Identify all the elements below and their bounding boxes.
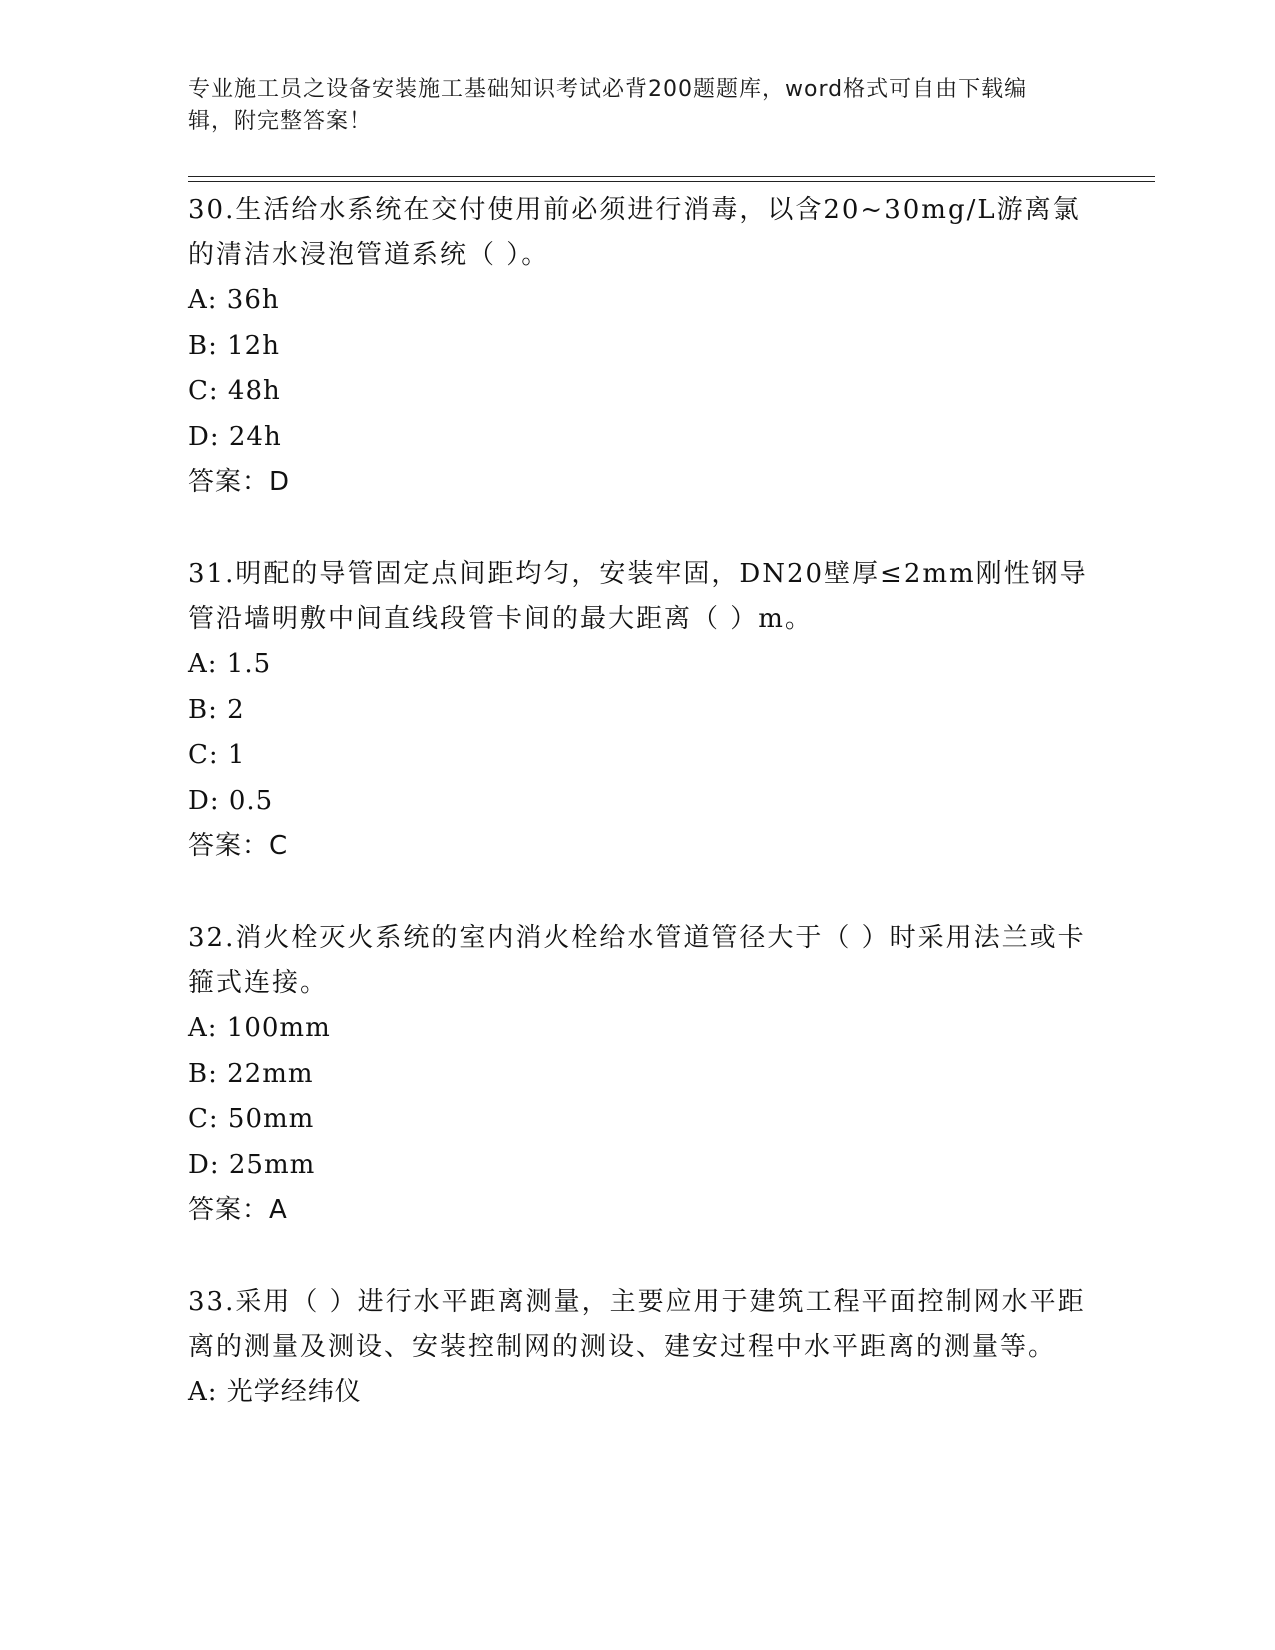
question-stem: 30.生活给水系统在交付使用前必须进行消毒，以含20~30mg/L游离氯的清洁水浸泡管道系统（ ）。 [188, 195, 1081, 270]
option-a: A: 100mm [188, 1013, 331, 1043]
question-30 [188, 188, 1088, 505]
option-d: D: 25mm [188, 1149, 316, 1180]
option-a: A: 光学经纬仪 [188, 1377, 362, 1407]
option-b: B: 2 [188, 694, 245, 725]
document-header: 专业施工员之设备安装施工基础知识考试必背200题题库，word格式可自由下载编辑，附完整答案！ [188, 77, 1028, 134]
question-31 [188, 552, 1088, 869]
header-divider-top [188, 176, 1155, 177]
option-c: C: 50mm [188, 1104, 315, 1134]
option-d: D: 24h [188, 421, 282, 452]
header-divider-bottom [188, 181, 1155, 182]
question-stem: 31.明配的导管固定点间距均匀，安装牢固，DN20壁厚≤2mm刚性钢导管沿墙明敷中间直线段管卡间的最大距离（ ）m。 [188, 559, 1088, 634]
option-c: C: 1 [188, 740, 246, 770]
option-b: B: 22mm [188, 1058, 314, 1089]
option-c: C: 48h [188, 376, 281, 406]
option-a: A: 1.5 [188, 649, 272, 679]
question-33 [188, 1280, 1088, 1416]
option-b: B: 12h [188, 330, 280, 361]
option-d: D: 0.5 [188, 785, 274, 816]
answer-label: 答案：C [188, 831, 289, 861]
question-stem: 32.消火栓灭火系统的室内消火栓给水管道管径大于（ ）时采用法兰或卡箍式连接。 [188, 923, 1086, 998]
option-a: A: 36h [188, 285, 280, 315]
question-stem: 33.采用（ ）进行水平距离测量，主要应用于建筑工程平面控制网水平距离的测量及测设、安装控制网的测设、建安过程中水平距离的测量等。 [188, 1287, 1086, 1362]
answer-label: 答案：A [188, 1195, 288, 1225]
question-32 [188, 916, 1088, 1233]
answer-label: 答案：D [188, 467, 291, 497]
